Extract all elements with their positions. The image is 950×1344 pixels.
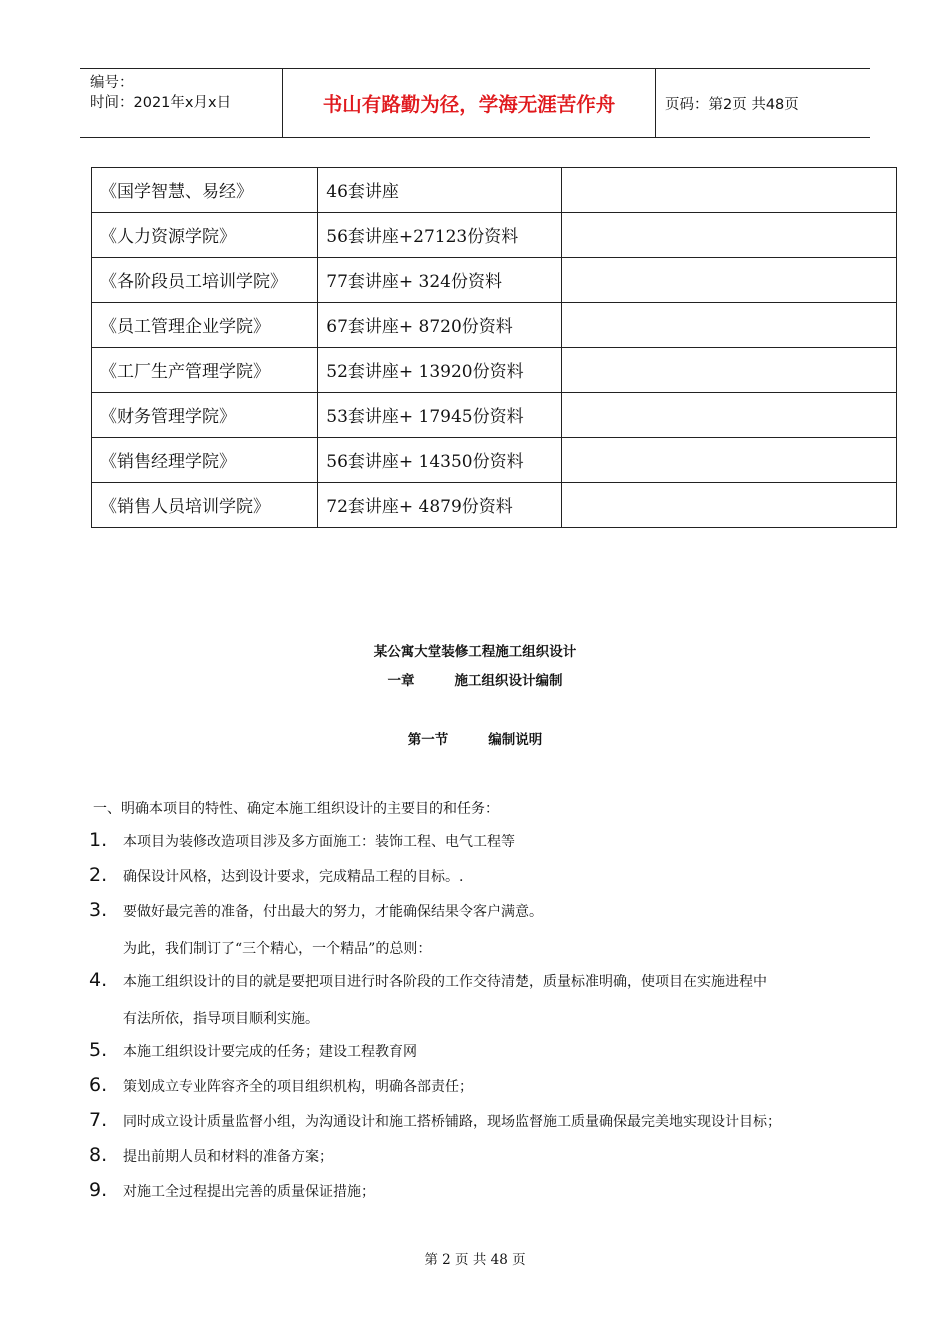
list-item bbox=[89, 864, 463, 886]
table-row bbox=[92, 213, 897, 258]
table-cell-content: 52套讲座+ 13920份资料 bbox=[318, 348, 561, 393]
course-table bbox=[91, 167, 897, 528]
list-text: 要做好最完善的准备，付出最大的努力，才能确保结果令客户满意。 bbox=[123, 904, 543, 920]
table-cell-note bbox=[561, 168, 896, 213]
list-item bbox=[89, 829, 515, 851]
time-label: 时间：2021年x月x日 bbox=[90, 95, 232, 111]
table-cell-name: 《销售经理学院》 bbox=[92, 438, 318, 483]
list-number: 2. bbox=[89, 864, 108, 886]
page-footer: 第 2 页 共 48 页 bbox=[424, 1252, 526, 1268]
chapter-number: 一章 bbox=[387, 673, 415, 689]
section-number: 第一节 bbox=[407, 732, 449, 748]
list-text: 本项目为装修改造项目涉及多方面施工：装饰工程、电气工程等 bbox=[123, 834, 515, 850]
table-cell-note bbox=[561, 438, 896, 483]
document-title: 某公寓大堂装修工程施工组织设计 bbox=[373, 644, 577, 660]
chapter-heading bbox=[0, 669, 950, 689]
table-cell-name: 《财务管理学院》 bbox=[92, 393, 318, 438]
section-heading bbox=[0, 728, 950, 748]
table-cell-name: 《人力资源学院》 bbox=[92, 213, 318, 258]
list-number: 7. bbox=[89, 1109, 108, 1131]
table-row bbox=[92, 483, 897, 528]
header-motto: 书山有路勤为径，学海无涯苦作舟 bbox=[282, 69, 656, 137]
table-cell-note bbox=[561, 483, 896, 528]
table-cell-note bbox=[561, 213, 896, 258]
table-cell-name: 《工厂生产管理学院》 bbox=[92, 348, 318, 393]
header-page-info: 页码：第2页 共48页 bbox=[665, 96, 799, 113]
table-cell-note bbox=[561, 258, 896, 303]
table-cell-content: 77套讲座+ 324份资料 bbox=[318, 258, 561, 303]
table-cell-note bbox=[561, 348, 896, 393]
list-number: 1. bbox=[89, 829, 108, 851]
list-number: 6. bbox=[89, 1074, 108, 1096]
table-row bbox=[92, 258, 897, 303]
table-cell-name: 《各阶段员工培训学院》 bbox=[92, 258, 318, 303]
table-cell-content: 56套讲座+27123份资料 bbox=[318, 213, 561, 258]
table-cell-content: 72套讲座+ 4879份资料 bbox=[318, 483, 561, 528]
page-header bbox=[80, 68, 870, 138]
intro-paragraph: 一、明确本项目的特性、确定本施工组织设计的主要目的和任务： bbox=[93, 801, 499, 817]
list-item bbox=[89, 1179, 375, 1201]
list-item bbox=[89, 1039, 417, 1061]
table-cell-name: 《员工管理企业学院》 bbox=[92, 303, 318, 348]
table-row bbox=[92, 348, 897, 393]
table-row bbox=[92, 168, 897, 213]
table-cell-name: 《销售人员培训学院》 bbox=[92, 483, 318, 528]
list-item bbox=[89, 1109, 781, 1131]
list-text: 对施工全过程提出完善的质量保证措施； bbox=[123, 1184, 375, 1200]
list-number: 5. bbox=[89, 1039, 108, 1061]
list-continuation: 有法所依，指导项目顺利实施。 bbox=[123, 1011, 319, 1027]
list-number: 8. bbox=[89, 1144, 108, 1166]
list-item bbox=[89, 1144, 333, 1166]
chapter-title: 施工组织设计编制 bbox=[454, 673, 563, 689]
list-text: 本施工组织设计的目的就是要把项目进行时各阶段的工作交待清楚，质量标准明确，使项目在实施进程中 bbox=[123, 974, 767, 990]
list-number: 9. bbox=[89, 1179, 108, 1201]
table-row bbox=[92, 438, 897, 483]
list-text: 提出前期人员和材料的准备方案； bbox=[123, 1149, 333, 1165]
list-text: 确保设计风格，达到设计要求，完成精品工程的目标。. bbox=[123, 869, 464, 885]
list-text: 本施工组织设计要完成的任务；建设工程教育网 bbox=[123, 1044, 417, 1060]
table-cell-note bbox=[561, 303, 896, 348]
list-item bbox=[89, 899, 543, 921]
section-title: 编制说明 bbox=[488, 732, 543, 748]
header-meta bbox=[80, 69, 282, 137]
table-row bbox=[92, 303, 897, 348]
list-item bbox=[89, 1074, 473, 1096]
table-cell-content: 53套讲座+ 17945份资料 bbox=[318, 393, 561, 438]
list-number: 3. bbox=[89, 899, 108, 921]
table-cell-name: 《国学智慧、易经》 bbox=[92, 168, 318, 213]
list-text: 策划成立专业阵容齐全的项目组织机构，明确各部责任； bbox=[123, 1079, 473, 1095]
table-row bbox=[92, 393, 897, 438]
list-continuation: 为此，我们制订了“三个精心，一个精品”的总则： bbox=[123, 941, 432, 957]
list-item bbox=[89, 969, 767, 991]
table-cell-content: 67套讲座+ 8720份资料 bbox=[318, 303, 561, 348]
list-text: 同时成立设计质量监督小组，为沟通设计和施工搭桥铺路，现场监督施工质量确保最完美地实现设计目标； bbox=[123, 1114, 781, 1130]
table-cell-content: 46套讲座 bbox=[318, 168, 561, 213]
table-cell-note bbox=[561, 393, 896, 438]
table-cell-content: 56套讲座+ 14350份资料 bbox=[318, 438, 561, 483]
code-label: 编号： bbox=[90, 75, 134, 91]
list-number: 4. bbox=[89, 969, 108, 991]
